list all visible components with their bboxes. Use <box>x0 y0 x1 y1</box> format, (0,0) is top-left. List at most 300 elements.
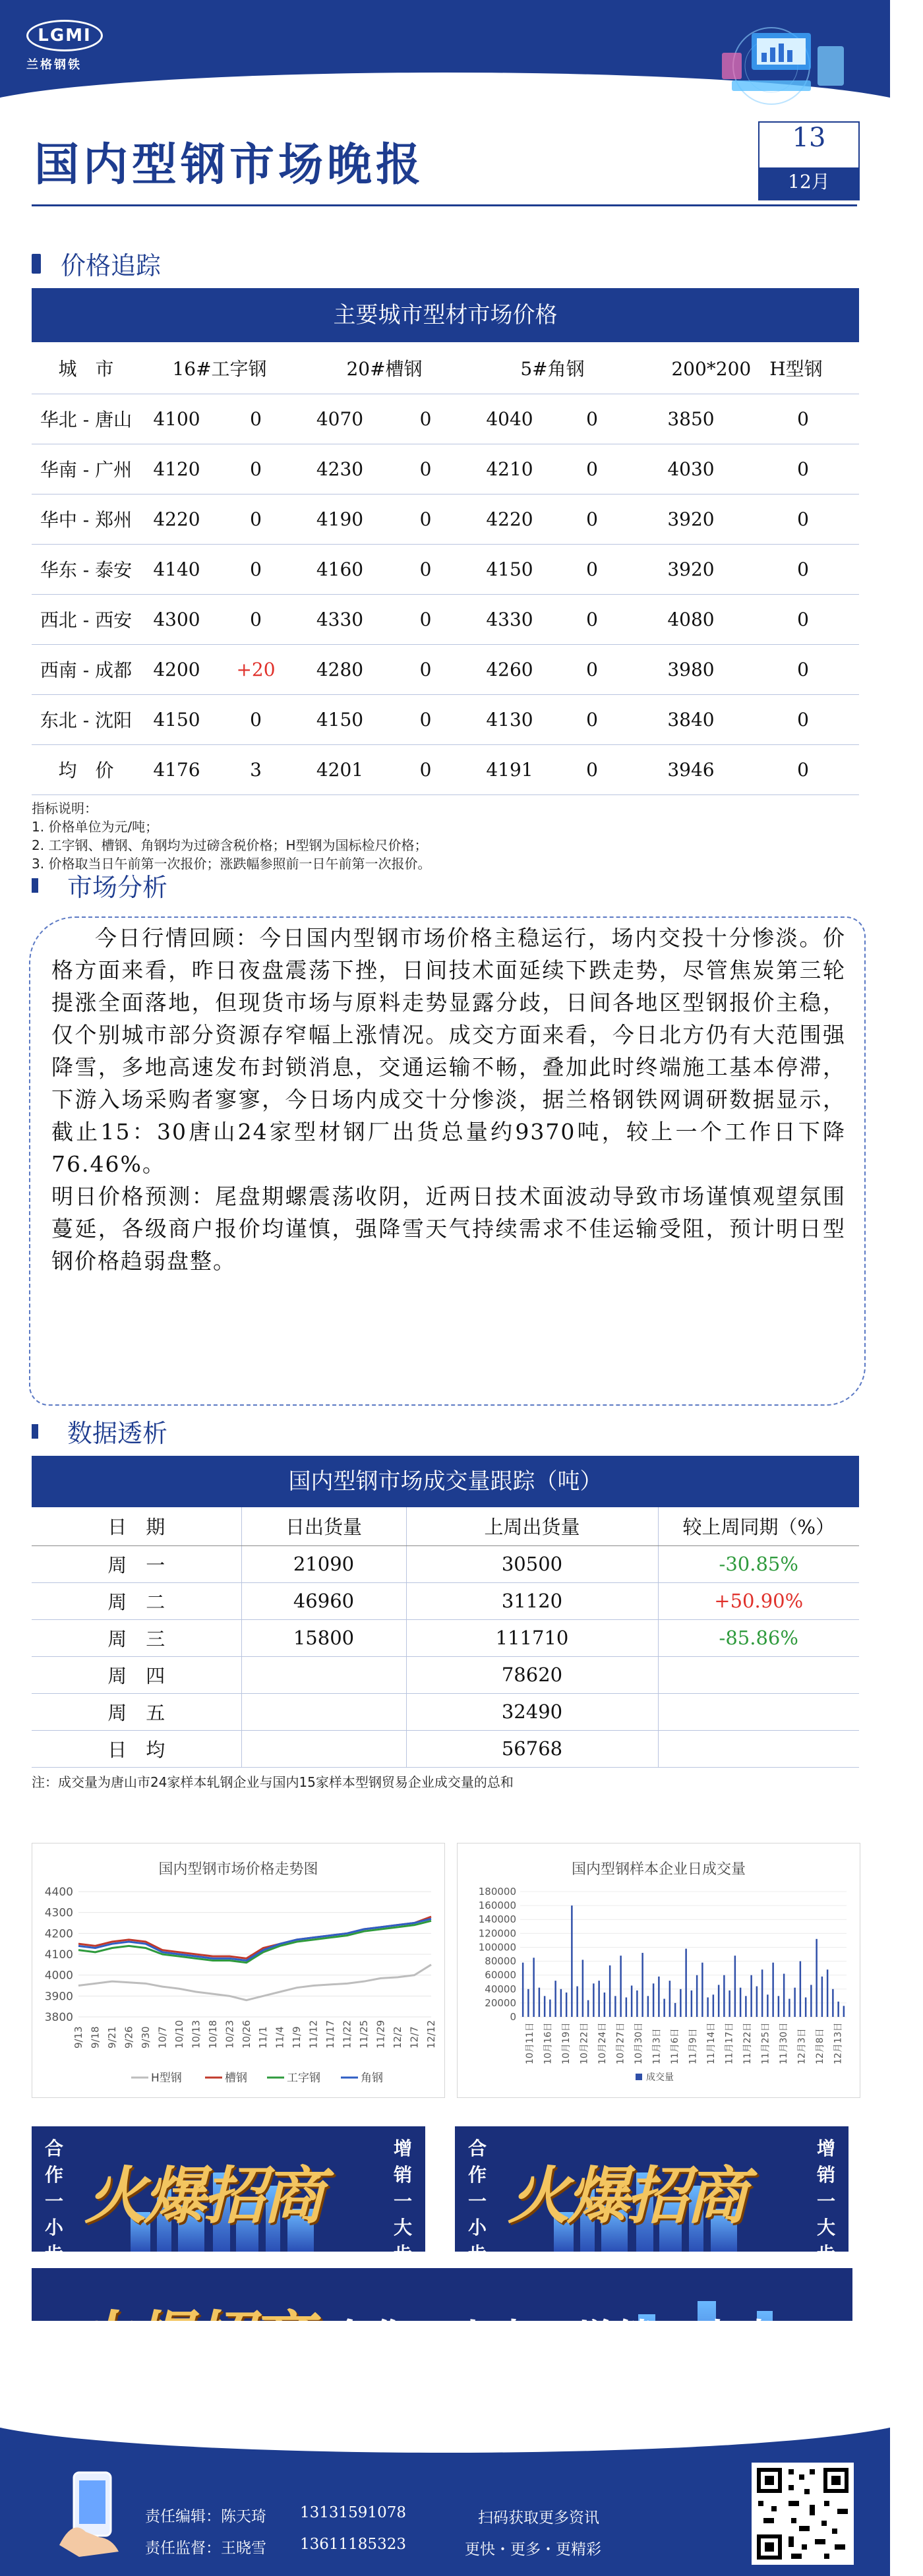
price-cell-c3: 0 <box>549 444 635 494</box>
x-tick-label: 10/18 <box>206 2020 219 2049</box>
price-cell-c3: 0 <box>549 694 635 744</box>
volume-row <box>32 1619 859 1656</box>
bar <box>576 1987 578 2017</box>
bar <box>647 1996 649 2017</box>
price-cell-c4: 0 <box>747 544 859 594</box>
qr-code-icon[interactable] <box>752 2463 854 2565</box>
x-tick-label: 11月14日 <box>705 2022 717 2064</box>
bar <box>783 1974 785 2017</box>
price-cell-v4: 3840 <box>635 694 747 744</box>
price-cell-c2: 0 <box>381 494 470 544</box>
price-notes <box>32 799 859 873</box>
volume-cell-day: 日 均 <box>32 1730 241 1767</box>
date-badge <box>758 121 860 200</box>
qr-subcaption: 更快・更多・更精彩 <box>465 2541 601 2558</box>
bar <box>631 1986 632 2018</box>
price-cell-city: 均 价 <box>32 744 140 794</box>
bar <box>641 1953 643 2017</box>
bar <box>816 1939 817 2017</box>
volume-cell-day: 周 四 <box>32 1656 241 1693</box>
x-tick-label: 11/25 <box>358 2020 371 2049</box>
volume-cell-today <box>241 1730 406 1767</box>
bar <box>549 2000 551 2017</box>
volume-cell-today <box>241 1693 406 1730</box>
volume-table-wrap <box>32 1456 859 1791</box>
x-tick-label: 10月19日 <box>560 2022 572 2064</box>
y-tick-label: 4000 <box>44 1969 73 1983</box>
price-row <box>32 644 859 694</box>
price-row <box>32 594 859 644</box>
volume-cell-last: 30500 <box>406 1545 658 1582</box>
volume-cell-pct: +50.90% <box>658 1582 859 1619</box>
price-cell-v1: 4200 <box>140 644 213 694</box>
y-tick-label: 20000 <box>485 1996 516 2009</box>
volume-cell-pct <box>658 1730 859 1767</box>
bar <box>636 1991 638 2017</box>
volume-cell-pct <box>658 1693 859 1730</box>
price-cell-c2: 0 <box>381 694 470 744</box>
y-tick-label: 4400 <box>44 1886 73 1899</box>
volume-cell-last: 56768 <box>406 1730 658 1767</box>
date-month: 12月 <box>759 167 858 199</box>
note-line: 3. 价格取当日午前第一次报价；涨跌幅参照前一日午前第一次报价。 <box>32 855 431 872</box>
x-tick-label: 9/21 <box>105 2026 118 2049</box>
y-tick-label: 3900 <box>44 1990 73 2004</box>
bar <box>837 2002 839 2017</box>
editor-label: 责任编辑：陈天琦 <box>145 2508 266 2525</box>
price-cell-v4: 3946 <box>635 744 747 794</box>
x-tick-label: 11月25日 <box>760 2022 771 2064</box>
price-cell-c1: 0 <box>213 444 299 494</box>
bar <box>658 1977 659 2017</box>
price-cell-v4: 4080 <box>635 594 747 644</box>
price-table-title: 主要城市型材市场价格 <box>32 288 859 342</box>
x-tick-label: 10/7 <box>156 2026 169 2049</box>
price-cell-city: 西北 - 西安 <box>32 594 140 644</box>
bar <box>539 1988 540 2017</box>
volume-row <box>32 1582 859 1619</box>
supervisor-phone: 13611185323 <box>300 2536 406 2553</box>
price-cell-c3: 0 <box>549 594 635 644</box>
ad-side-left: 合 作 一 小 步 <box>467 2138 487 2265</box>
chart-title: 国内型钢市场价格走势图 <box>158 1861 318 1878</box>
col-change: 较上周同期（%） <box>658 1507 859 1545</box>
bar <box>598 1981 599 2017</box>
price-cell-c2: 0 <box>381 744 470 794</box>
section-marker-icon <box>32 1424 38 1439</box>
col-city: 城 市 <box>32 342 140 394</box>
x-tick-label: 10/10 <box>173 2020 185 2049</box>
price-cell-v1: 4120 <box>140 444 213 494</box>
bar <box>604 1992 605 2017</box>
bar <box>614 1996 616 2017</box>
x-tick-label: 10月22日 <box>579 2022 590 2064</box>
x-tick-label: 9/13 <box>73 2026 84 2049</box>
volume-bar-chart <box>457 1843 860 2098</box>
ad-banner-right[interactable] <box>455 2126 849 2265</box>
x-tick-label: 12/12 <box>425 2020 437 2049</box>
price-cell-c4: 0 <box>747 444 859 494</box>
x-tick-label: 10月24日 <box>597 2022 608 2064</box>
section-title-text: 数据透析 <box>67 1419 168 1448</box>
volume-table-title: 国内型钢市场成交量跟踪（吨） <box>32 1456 859 1507</box>
x-tick-label: 10月27日 <box>615 2022 626 2064</box>
price-cell-c3: 0 <box>549 644 635 694</box>
x-tick-label: 9/18 <box>89 2026 102 2049</box>
bar <box>843 2006 845 2017</box>
bar <box>827 1969 828 2017</box>
section-title-price <box>32 245 161 282</box>
price-table <box>32 342 859 795</box>
price-cell-city: 华南 - 广州 <box>32 444 140 494</box>
price-cell-v3: 4260 <box>470 644 549 694</box>
legend-swatch <box>636 2074 642 2080</box>
price-cell-c4: 0 <box>747 594 859 644</box>
col-channel: 20#槽钢 <box>299 342 470 394</box>
x-tick-label: 11月9日 <box>688 2028 699 2064</box>
line-chart-svg <box>32 1878 444 2096</box>
editor-phone: 13131591078 <box>300 2504 406 2521</box>
volume-cell-day: 周 五 <box>32 1693 241 1730</box>
ad-banner-left[interactable] <box>32 2126 425 2265</box>
chart-title: 国内型钢样本企业日成交量 <box>571 1861 746 1878</box>
x-tick-label: 10/23 <box>223 2020 236 2049</box>
section-marker-icon <box>32 878 38 893</box>
ad-side-left: 合 作 一 小 步 <box>44 2138 63 2265</box>
price-cell-v4: 3850 <box>635 394 747 444</box>
price-row <box>32 494 859 544</box>
price-cell-city: 东北 - 沈阳 <box>32 694 140 744</box>
bar <box>805 1997 806 2017</box>
volume-row <box>32 1730 859 1767</box>
price-cell-v1: 4176 <box>140 744 213 794</box>
x-tick-label: 10月11日 <box>524 2022 535 2064</box>
tech-decoration-icon <box>659 7 857 119</box>
bar <box>685 1949 686 2017</box>
bar <box>669 1981 670 2017</box>
logo-text: 兰格钢铁 <box>26 58 82 72</box>
x-tick-label: 12月8日 <box>814 2028 825 2064</box>
legend-label: 槽钢 <box>225 2072 247 2085</box>
price-cell-city: 华北 - 唐山 <box>32 394 140 444</box>
price-cell-v2: 4280 <box>299 644 381 694</box>
supervisor-label: 责任监督：王晓雪 <box>145 2540 266 2557</box>
bar <box>663 1999 665 2017</box>
bar <box>544 1996 545 2017</box>
section-title-text: 价格追踪 <box>61 251 162 280</box>
footer <box>0 2400 890 2576</box>
date-day: 13 <box>792 123 826 153</box>
volume-cell-today: 15800 <box>241 1619 406 1656</box>
price-cell-c2: 0 <box>381 644 470 694</box>
legend-label: 成交量 <box>646 2072 674 2083</box>
bar <box>789 1999 790 2017</box>
price-cell-v3: 4210 <box>470 444 549 494</box>
x-tick-label: 11/4 <box>274 2026 286 2049</box>
price-cell-c3: 0 <box>549 494 635 544</box>
phone-hand-icon <box>53 2466 132 2558</box>
x-tick-label: 11/12 <box>307 2020 320 2049</box>
note-line: 指标说明： <box>32 800 98 816</box>
col-lastweek: 上周出货量 <box>406 1507 658 1545</box>
price-row <box>32 544 859 594</box>
bar <box>723 1975 725 2017</box>
bar <box>566 1992 567 2017</box>
price-cell-c4: 0 <box>747 744 859 794</box>
price-cell-v1: 4150 <box>140 694 213 744</box>
price-row <box>32 694 859 744</box>
col-today: 日出货量 <box>241 1507 406 1545</box>
legend-label: 角钢 <box>361 2072 383 2085</box>
legend-label: H型钢 <box>151 2072 182 2085</box>
logo-mark: LGMI <box>26 20 103 51</box>
y-tick-label: 60000 <box>485 1969 516 1981</box>
price-cell-c2: 0 <box>381 594 470 644</box>
y-tick-label: 120000 <box>478 1927 516 1940</box>
note-line: 2. 工字钢、槽钢、角钢均为过磅含税价格；H型钢为国标检尺价格； <box>32 837 428 853</box>
price-cell-c3: 0 <box>549 394 635 444</box>
price-cell-city: 华中 - 郑州 <box>32 494 140 544</box>
x-tick-label: 10月16日 <box>543 2022 554 2064</box>
series-line-H型钢 <box>78 1965 431 2000</box>
bar <box>810 1985 812 2017</box>
x-tick-label: 11/17 <box>324 2020 337 2049</box>
y-tick-label: 160000 <box>478 1900 516 1912</box>
x-tick-label: 11/29 <box>374 2020 387 2049</box>
price-cell-c4: 0 <box>747 694 859 744</box>
x-tick-label: 11/22 <box>341 2020 353 2049</box>
volume-cell-today: 46960 <box>241 1582 406 1619</box>
ad-slogan: 火爆招商 <box>84 2160 322 2232</box>
bar <box>609 1965 610 2017</box>
ad-side-right: 增 销 一 大 步 <box>816 2138 835 2265</box>
price-cell-v2: 4190 <box>299 494 381 544</box>
price-cell-c1: 0 <box>213 544 299 594</box>
x-tick-label: 11月17日 <box>724 2022 735 2064</box>
volume-cell-today <box>241 1656 406 1693</box>
bar <box>832 1989 833 2017</box>
price-cell-c1: 0 <box>213 694 299 744</box>
price-cell-c2: 0 <box>381 544 470 594</box>
y-tick-label: 4100 <box>44 1948 73 1962</box>
bar <box>745 1996 746 2017</box>
x-tick-label: 9/26 <box>123 2026 135 2049</box>
bar <box>761 1969 763 2017</box>
bar <box>653 1983 654 2017</box>
x-tick-label: 12/7 <box>408 2026 421 2049</box>
x-tick-label: 10/26 <box>240 2020 253 2049</box>
bar <box>620 1956 621 2017</box>
price-cell-c2: 0 <box>381 444 470 494</box>
price-cell-c3: 0 <box>549 744 635 794</box>
price-cell-c1: 3 <box>213 744 299 794</box>
bar <box>740 1988 741 2017</box>
price-cell-c4: 0 <box>747 494 859 544</box>
price-cell-c3: 0 <box>549 544 635 594</box>
price-cell-v1: 4300 <box>140 594 213 644</box>
x-tick-label: 11/1 <box>257 2026 270 2049</box>
volume-row <box>32 1693 859 1730</box>
price-cell-c1: 0 <box>213 494 299 544</box>
y-tick-label: 0 <box>510 2011 516 2023</box>
note-line: 1. 价格单位为元/吨； <box>32 818 159 835</box>
y-tick-label: 40000 <box>485 1983 516 1995</box>
bar <box>571 1905 572 2017</box>
volume-cell-day: 周 一 <box>32 1545 241 1582</box>
bar <box>800 1962 801 2017</box>
bar-chart-svg <box>458 1878 860 2096</box>
price-cell-v4: 4030 <box>635 444 747 494</box>
analysis-forecast: 明日价格预测：尾盘期螺震荡收阴，近两日技术面波动导致市场谨慎观望氛围蔓延，各级商户报价均谨慎，强降雪天气持续需求不佳运输受阻，预计明日型钢价格趋弱盘整。 <box>51 1183 846 1274</box>
bar <box>691 1991 692 2017</box>
bar <box>750 1975 752 2017</box>
price-row <box>32 444 859 494</box>
x-tick-label: 10/13 <box>190 2020 202 2049</box>
qr-caption: 扫码获取更多资讯 <box>478 2509 599 2527</box>
x-tick-label: 11/9 <box>291 2026 303 2049</box>
volume-note: 注：成交量为唐山市24家样本轧钢企业与国内15家样本型钢贸易企业成交量的总和 <box>32 1774 514 1790</box>
bar <box>593 1983 594 2017</box>
price-cell-v3: 4150 <box>470 544 549 594</box>
col-hbeam: 200*200 H型钢 <box>635 342 859 394</box>
brand-logo <box>26 20 112 73</box>
x-tick-label: 11月22日 <box>742 2022 753 2064</box>
price-cell-c1: 0 <box>213 394 299 444</box>
volume-cell-last: 78620 <box>406 1656 658 1693</box>
y-tick-label: 3800 <box>44 2011 73 2024</box>
price-cell-v2: 4160 <box>299 544 381 594</box>
bar <box>821 1977 823 2017</box>
price-cell-v3: 4191 <box>470 744 549 794</box>
price-trend-chart <box>32 1843 445 2098</box>
volume-row <box>32 1656 859 1693</box>
price-cell-v2: 4230 <box>299 444 381 494</box>
x-tick-label: 12月13日 <box>833 2022 844 2064</box>
section-title-volume <box>32 1413 167 1449</box>
price-cell-v2: 4070 <box>299 394 381 444</box>
x-tick-label: 11月3日 <box>651 2028 663 2064</box>
volume-cell-day: 周 二 <box>32 1582 241 1619</box>
price-cell-c4: 0 <box>747 394 859 444</box>
price-cell-v2: 4201 <box>299 744 381 794</box>
price-cell-v3: 4130 <box>470 694 549 744</box>
bar <box>626 1997 627 2017</box>
volume-row <box>32 1545 859 1582</box>
volume-cell-pct: -85.86% <box>658 1619 859 1656</box>
bar <box>533 1958 534 2017</box>
bar <box>778 1996 779 2017</box>
bar <box>707 1997 708 2017</box>
bar <box>587 2000 589 2017</box>
price-cell-v3: 4330 <box>470 594 549 644</box>
price-cell-v2: 4330 <box>299 594 381 644</box>
volume-cell-today: 21090 <box>241 1545 406 1582</box>
col-angle: 5#角钢 <box>470 342 635 394</box>
price-table-wrap <box>32 288 859 873</box>
section-marker-icon <box>32 254 41 274</box>
price-table-header <box>32 342 859 394</box>
y-tick-label: 80000 <box>485 1955 516 1967</box>
price-cell-v4: 3920 <box>635 494 747 544</box>
col-date: 日 期 <box>32 1507 241 1545</box>
price-cell-c2: 0 <box>381 394 470 444</box>
volume-cell-last: 31120 <box>406 1582 658 1619</box>
legend-label: 工字钢 <box>287 2072 320 2085</box>
y-tick-label: 100000 <box>478 1941 516 1954</box>
price-row <box>32 744 859 794</box>
bar <box>680 1989 681 2017</box>
price-cell-v4: 3980 <box>635 644 747 694</box>
y-tick-label: 140000 <box>478 1913 516 1926</box>
price-cell-c1: +20 <box>213 644 299 694</box>
bar <box>729 1991 730 2017</box>
y-tick-label: 180000 <box>478 1886 516 1898</box>
section-title-text: 市场分析 <box>67 873 168 902</box>
volume-table-header <box>32 1507 859 1545</box>
analysis-box <box>29 916 866 1406</box>
bar <box>767 1994 768 2017</box>
volume-table <box>32 1507 859 1768</box>
x-tick-label: 9/30 <box>139 2026 152 2049</box>
bar <box>522 1963 523 2017</box>
series-line-槽钢 <box>78 1917 431 1958</box>
y-tick-label: 4200 <box>44 1927 73 1941</box>
volume-cell-last: 32490 <box>406 1693 658 1730</box>
price-cell-v1: 4100 <box>140 394 213 444</box>
x-tick-label: 11月6日 <box>669 2028 680 2064</box>
price-cell-v4: 3920 <box>635 544 747 594</box>
ad-side-right: 增 销 一 大 步 <box>393 2138 412 2265</box>
price-cell-v3: 4040 <box>470 394 549 444</box>
ad-slogan: 火爆招商 <box>508 2160 746 2232</box>
price-cell-city: 西南 - 成都 <box>32 644 140 694</box>
bar <box>718 1985 719 2017</box>
title-rule <box>32 204 857 206</box>
x-tick-label: 10月30日 <box>633 2022 644 2064</box>
bar <box>696 1975 698 2017</box>
volume-cell-day: 周 三 <box>32 1619 241 1656</box>
volume-cell-last: 111710 <box>406 1619 658 1656</box>
price-cell-c4: 0 <box>747 644 859 694</box>
bar <box>674 2003 676 2017</box>
price-cell-c1: 0 <box>213 594 299 644</box>
page-title: 国内型钢市场晚报 <box>34 138 425 191</box>
price-cell-city: 华东 - 泰安 <box>32 544 140 594</box>
bar <box>794 1988 795 2017</box>
x-tick-label: 12月3日 <box>796 2028 808 2064</box>
y-tick-label: 4300 <box>44 1906 73 1920</box>
price-cell-v2: 4150 <box>299 694 381 744</box>
bar <box>582 1960 583 2017</box>
bar <box>772 1963 773 2017</box>
price-cell-v1: 4140 <box>140 544 213 594</box>
bar <box>527 1989 529 2017</box>
bar <box>734 1956 736 2017</box>
volume-cell-pct: -30.85% <box>658 1545 859 1582</box>
price-cell-v3: 4220 <box>470 494 549 544</box>
price-row <box>32 394 859 444</box>
bar <box>713 1994 714 2017</box>
bar <box>554 1981 556 2017</box>
volume-cell-pct <box>658 1656 859 1693</box>
x-tick-label: 12/2 <box>392 2026 404 2049</box>
analysis-review: 今日行情回顾：今日国内型钢市场价格主稳运行，场内交投十分惨淡。价格方面来看，昨日夜盘震荡下挫，日间技术面延续下跌走势，尽管焦炭第三轮提涨全面落地，但现货市场与原料走势显露分歧，日间各地区型钢报价主稳，仅个别城市部分资源存窄幅上涨情况。成交方面来看，今日北方仍有大范围强降雪，多地高速发布封锁消息，交通运输不畅，叠加此时终端施工基本停滞，下游入场采购者寥寥，今日场内成交十分惨淡，据兰格钢铁网调研数据显示，截止15：30唐山24家型材钢厂出货总量约9370吨，较上一个工作日下降76.46%。 <box>51 925 846 1177</box>
bar <box>756 1987 758 2017</box>
x-tick-label: 11月30日 <box>778 2022 789 2064</box>
section-title-analysis <box>32 867 167 903</box>
bar <box>701 1963 703 2017</box>
price-cell-v1: 4220 <box>140 494 213 544</box>
